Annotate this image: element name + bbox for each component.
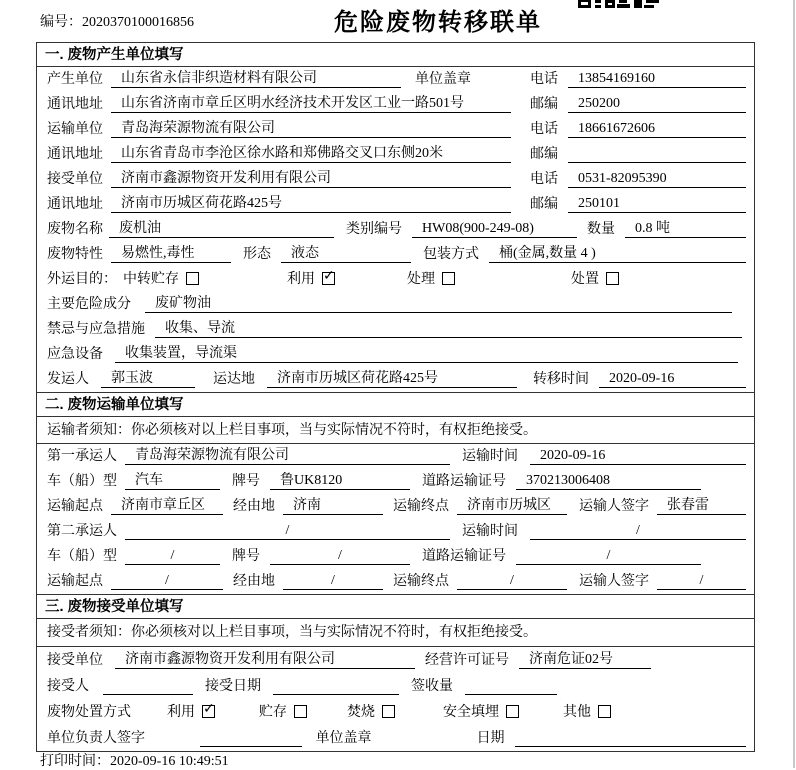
unit-seal-label: 单位盖章: [415, 72, 471, 87]
purpose-label: 外运目的：: [47, 272, 117, 287]
receiver-address-row: [37, 192, 754, 217]
serial-value: 2020370100016856: [82, 15, 194, 30]
waste-name-row: [37, 217, 754, 242]
quantity-label: 数量: [587, 222, 615, 237]
carrier-signature-2-value: /: [657, 573, 746, 590]
transporter-zip-value: [568, 146, 746, 163]
origin-value: 济南市章丘区: [111, 494, 223, 515]
taboo-value: 收集、导流: [155, 317, 742, 338]
transporter-phone-value: 18661672606: [568, 121, 746, 138]
transfer-time-value: 2020-09-16: [599, 371, 746, 388]
form-value: 液态: [281, 242, 411, 263]
waste-name-value: 废机油: [109, 217, 334, 238]
disposal-option-incinerate: [347, 701, 395, 721]
producer-phone-label: 电话: [530, 72, 558, 87]
via-2-value: /: [283, 573, 383, 590]
receiver-zip-value: 250101: [568, 196, 746, 213]
destination-label: 运达地: [213, 372, 255, 387]
purpose-option-utilize: [287, 268, 335, 288]
producer-label: 产生单位: [47, 72, 103, 87]
producer-value: 山东省永信非织造材料有限公司: [111, 67, 401, 88]
transporter-notice: 运输者须知：你必须核对以上栏目事项，当与实际情况不符时，有权拒绝接受。: [37, 417, 754, 444]
producer-zip-value: 250200: [568, 96, 746, 113]
receiver-value: 济南市鑫源物资开发利用有限公司: [111, 167, 511, 188]
equipment-value: 收集装置，导流渠: [115, 342, 738, 363]
vehicle-type-2-label: 车（船）型: [47, 549, 117, 564]
producer-address-row: [37, 92, 754, 117]
accept-person-label: 接受人: [47, 679, 89, 694]
origin-label: 运输起点: [47, 499, 103, 514]
disposal-method-row: [37, 699, 754, 725]
road-permit-label: 道路运输证号: [422, 474, 506, 489]
page-title: 危险废物转移联单: [334, 9, 542, 36]
route-row-2: [37, 569, 754, 594]
terminus-2-value: /: [457, 573, 567, 590]
option-label: 贮存: [259, 705, 287, 720]
serial-label: 编号：: [40, 15, 82, 30]
checkbox-disposal-storage: [294, 705, 307, 718]
option-label: 处置: [571, 272, 599, 287]
quantity-value: 0.8 吨: [625, 217, 746, 238]
origin-2-label: 运输起点: [47, 574, 103, 589]
accept-person-row: [37, 673, 754, 699]
purpose-option-transfer-storage: [123, 268, 199, 288]
option-label: 安全填埋: [443, 705, 499, 720]
disposal-option-storage: [259, 701, 307, 721]
vehicle-type-2-value: /: [125, 548, 220, 565]
producer-address-label: 通讯地址: [47, 97, 103, 112]
carrier-signature-label: 运输人签字: [579, 499, 649, 514]
purpose-option-treat: [407, 268, 455, 288]
producer-phone-value: 13854169160: [568, 71, 746, 88]
second-carrier-label: 第二承运人: [47, 524, 117, 539]
transporter-address-label: 通讯地址: [47, 147, 103, 162]
checkbox-disposal-landfill: [506, 705, 519, 718]
terminus-2-label: 运输终点: [393, 574, 449, 589]
category-value: HW08(900-249-08): [412, 221, 577, 238]
producer-address-value: 山东省济南市章丘区明水经济技术开发区工业一路501号: [111, 92, 511, 113]
checkbox-transfer-storage: [186, 272, 199, 285]
checkbox-dispose: [606, 272, 619, 285]
equipment-label: 应急设备: [47, 347, 103, 362]
via-value: 济南: [283, 494, 383, 515]
character-value: 易燃性,毒性: [111, 242, 231, 263]
disposal-option-utilize: [167, 701, 215, 721]
date-value: [515, 730, 746, 747]
second-carrier-row: [37, 519, 754, 544]
checkbox-utilize: [322, 272, 335, 285]
terminus-value: 济南市历城区: [457, 494, 567, 515]
plate-value: 鲁UK8120: [270, 469, 410, 490]
carrier-signature-value: 张春雷: [657, 494, 746, 515]
plate-2-label: 牌号: [232, 549, 260, 564]
hazard-label: 主要危险成分: [47, 297, 131, 312]
received-amount-value: [465, 678, 557, 695]
receiver-phone-value: 0531-82095390: [568, 171, 746, 188]
option-label: 处理: [407, 272, 435, 287]
accept-unit-row: [37, 647, 754, 673]
manifest-form: [36, 42, 755, 752]
waste-name-label: 废物名称: [47, 222, 103, 237]
option-label: 焚烧: [347, 705, 375, 720]
section-3-header: 三. 废物接受单位填写: [37, 594, 754, 619]
responsible-signature-label: 单位负责人签字: [47, 731, 145, 746]
option-label: 其他: [563, 705, 591, 720]
section-1-header: 一. 废物产生单位填写: [37, 43, 754, 67]
disposal-option-landfill: [443, 701, 519, 721]
unit-seal-2-label: 单位盖章: [315, 731, 372, 746]
packing-value: 桶(金属,数量 4 ): [489, 242, 746, 263]
accept-person-value: [103, 678, 193, 695]
receiver-label: 接受单位: [47, 172, 103, 187]
receiver-address-label: 通讯地址: [47, 197, 103, 212]
accept-unit-label: 接受单位: [47, 653, 103, 668]
hazard-value: 废矿物油: [145, 292, 732, 313]
disposal-option-other: [563, 701, 611, 721]
transporter-row: [37, 117, 754, 142]
accept-date-label: 接受日期: [205, 679, 261, 694]
transfer-time-label: 转移时间: [533, 372, 589, 387]
vehicle-type-label: 车（船）型: [47, 474, 117, 489]
accept-unit-value: 济南市鑫源物资开发利用有限公司: [115, 648, 415, 669]
transporter-zip-label: 邮编: [530, 147, 558, 162]
checkbox-disposal-utilize: [202, 705, 215, 718]
hazard-component-row: [37, 292, 754, 317]
responsible-signature-value: [200, 730, 302, 747]
first-carrier-label: 第一承运人: [47, 449, 117, 464]
road-permit-2-value: /: [516, 548, 701, 565]
receiver-phone-label: 电话: [530, 172, 558, 187]
shipper-row: [37, 367, 754, 392]
category-label: 类别编号: [346, 222, 402, 237]
checkbox-treat: [442, 272, 455, 285]
received-amount-label: 签收量: [411, 679, 453, 694]
taboo-measures-row: [37, 317, 754, 342]
print-time-value: 2020-09-16 10:49:51: [110, 754, 229, 769]
transport-time-label: 运输时间: [462, 449, 518, 464]
form-label: 形态: [243, 247, 271, 262]
page-right-edge: [793, 0, 795, 768]
receiver-notice: 接受者须知：你必须核对以上栏目事项，当与实际情况不符时，有权拒绝接受。: [37, 619, 754, 647]
via-2-label: 经由地: [233, 574, 275, 589]
print-time: [40, 750, 229, 770]
section-2-header: 二. 废物运输单位填写: [37, 392, 754, 417]
origin-2-value: /: [111, 573, 223, 590]
plate-2-value: /: [270, 548, 410, 565]
transport-time-2-value: /: [530, 523, 746, 540]
option-label: 中转贮存: [123, 272, 179, 287]
receiver-row: [37, 167, 754, 192]
transporter-address-row: [37, 142, 754, 167]
via-label: 经由地: [233, 499, 275, 514]
transporter-label: 运输单位: [47, 122, 103, 137]
plate-label: 牌号: [232, 474, 260, 489]
taboo-label: 禁忌与应急措施: [47, 322, 145, 337]
accept-date-value: [273, 678, 399, 695]
checkbox-disposal-incinerate: [382, 705, 395, 718]
waste-character-row: [37, 242, 754, 267]
first-carrier-row: [37, 444, 754, 469]
road-permit-2-label: 道路运输证号: [422, 549, 506, 564]
character-label: 废物特性: [47, 247, 103, 262]
destination-value: 济南市历城区荷花路425号: [267, 367, 517, 388]
terminus-label: 运输终点: [393, 499, 449, 514]
disposal-method-label: 废物处置方式: [47, 705, 131, 720]
road-permit-value: 370213006408: [516, 473, 701, 490]
purpose-option-dispose: [571, 268, 619, 288]
transporter-phone-label: 电话: [530, 122, 558, 137]
responsible-signature-row: [37, 725, 754, 751]
transport-time-value: 2020-09-16: [530, 448, 746, 465]
first-carrier-value: 青岛海荣源物流有限公司: [125, 444, 450, 465]
vehicle-type-value: 汽车: [125, 469, 220, 490]
qr-code-fragment: [578, 0, 662, 10]
vehicle-row-1: [37, 469, 754, 494]
checkbox-disposal-other: [598, 705, 611, 718]
shipper-value: 郭玉波: [101, 367, 195, 388]
transport-time-2-label: 运输时间: [462, 524, 518, 539]
license-value: 济南危证02号: [519, 648, 651, 669]
purpose-row: [37, 267, 754, 292]
producer-row: [37, 67, 754, 92]
carrier-signature-2-label: 运输人签字: [579, 574, 649, 589]
print-time-label: 打印时间：: [40, 754, 110, 769]
transporter-address-value: 山东省青岛市李沧区徐水路和郑佛路交叉口东侧20米: [111, 142, 511, 163]
option-label: 利用: [287, 272, 315, 287]
emergency-equipment-row: [37, 342, 754, 367]
receiver-address-value: 济南市历城区荷花路425号: [111, 192, 511, 213]
license-label: 经营许可证号: [425, 653, 509, 668]
date-label: 日期: [476, 731, 505, 746]
shipper-label: 发运人: [47, 372, 89, 387]
transporter-value: 青岛海荣源物流有限公司: [111, 117, 511, 138]
producer-zip-label: 邮编: [530, 97, 558, 112]
second-carrier-value: /: [125, 523, 450, 540]
packing-label: 包装方式: [423, 247, 479, 262]
option-label: 利用: [167, 705, 195, 720]
receiver-zip-label: 邮编: [530, 197, 558, 212]
vehicle-row-2: [37, 544, 754, 569]
route-row-1: [37, 494, 754, 519]
